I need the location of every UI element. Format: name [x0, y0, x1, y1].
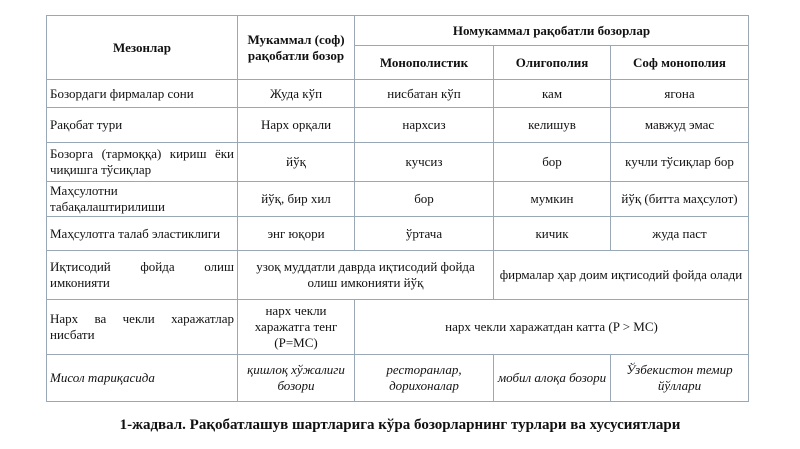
cell-pure-monopoly: жуда паст	[611, 217, 749, 251]
cell-monopolistic: нархсиз	[355, 108, 494, 143]
table-row	[47, 182, 749, 217]
cell-perfect: йўқ	[238, 143, 355, 182]
cell-perfect: Нарх орқали	[238, 108, 355, 143]
cell-oligopoly: бор	[494, 143, 611, 182]
row-label: Мисол тариқасида	[47, 355, 238, 402]
market-types-table	[46, 15, 749, 402]
cell-perfect: йўқ, бир хил	[238, 182, 355, 217]
cell-pure-monopoly: йўқ (битта маҳсулот)	[611, 182, 749, 217]
row-label: Рақобат тури	[47, 108, 238, 143]
table-row	[47, 355, 749, 402]
cell-monopolistic: кучсиз	[355, 143, 494, 182]
header-imperfect-competition: Номукаммал рақобатли бозорлар	[355, 16, 749, 46]
cell-pure-monopoly: мавжуд эмас	[611, 108, 749, 143]
header-monopolistic: Монополистик	[355, 46, 494, 80]
cell-no-long-run-profit: узоқ муддатли даврда иқтисодий фойда олиш имконияти йўқ	[238, 251, 494, 300]
header-markets: Мезонлар	[47, 16, 238, 80]
row-label: Бозорга (тармоққа) кириш ёки чиқишга тўсиқлар	[47, 143, 238, 182]
cell-perfect: энг юқори	[238, 217, 355, 251]
row-label: Маҳсулотга талаб эластиклиги	[47, 217, 238, 251]
cell-oligopoly: мобил алоқа бозори	[494, 355, 611, 402]
cell-monopolistic: ўртача	[355, 217, 494, 251]
cell-pure-monopoly: Ўзбекистон темир йўллари	[611, 355, 749, 402]
cell-perfect: қишлоқ хўжалиги бозори	[238, 355, 355, 402]
row-label: Маҳсулотни табақалаштирилиши	[47, 182, 238, 217]
cell-always-profit: фирмалар ҳар доим иқтисодий фойда олади	[494, 251, 749, 300]
cell-pure-monopoly: ягона	[611, 80, 749, 108]
cell-pure-monopoly: кучли тўсиқлар бор	[611, 143, 749, 182]
cell-oligopoly: келишув	[494, 108, 611, 143]
table-row	[47, 217, 749, 251]
cell-price-equals-mc: нарх чекли харажатга тенг (P=MC)	[238, 300, 355, 355]
table-row	[47, 251, 749, 300]
cell-monopolistic: нисбатан кўп	[355, 80, 494, 108]
table-row	[47, 80, 749, 108]
cell-oligopoly: мумкин	[494, 182, 611, 217]
header-perfect-competition: Мукаммал (соф) рақобатли бозор	[238, 16, 355, 80]
row-label: Бозордаги фирмалар сони	[47, 80, 238, 108]
cell-oligopoly: кам	[494, 80, 611, 108]
table-row	[47, 300, 749, 355]
cell-oligopoly: кичик	[494, 217, 611, 251]
table-row	[47, 108, 749, 143]
header-oligopoly: Олигополия	[494, 46, 611, 80]
cell-price-greater-mc: нарх чекли харажатдан катта (P > MC)	[355, 300, 749, 355]
table-row	[47, 143, 749, 182]
table-caption: 1-жадвал. Рақобатлашув шартларига кўра бозорларнинг турлари ва хусусиятлари	[119, 417, 681, 433]
row-label: Иқтисодий фойда олиш имконияти	[47, 251, 238, 300]
cell-monopolistic: бор	[355, 182, 494, 217]
row-label: Нарх ва чекли харажатлар нисбати	[47, 300, 238, 355]
header-pure-monopoly: Соф монополия	[611, 46, 749, 80]
cell-perfect: Жуда кўп	[238, 80, 355, 108]
cell-monopolistic: ресторанлар, дорихоналар	[355, 355, 494, 402]
